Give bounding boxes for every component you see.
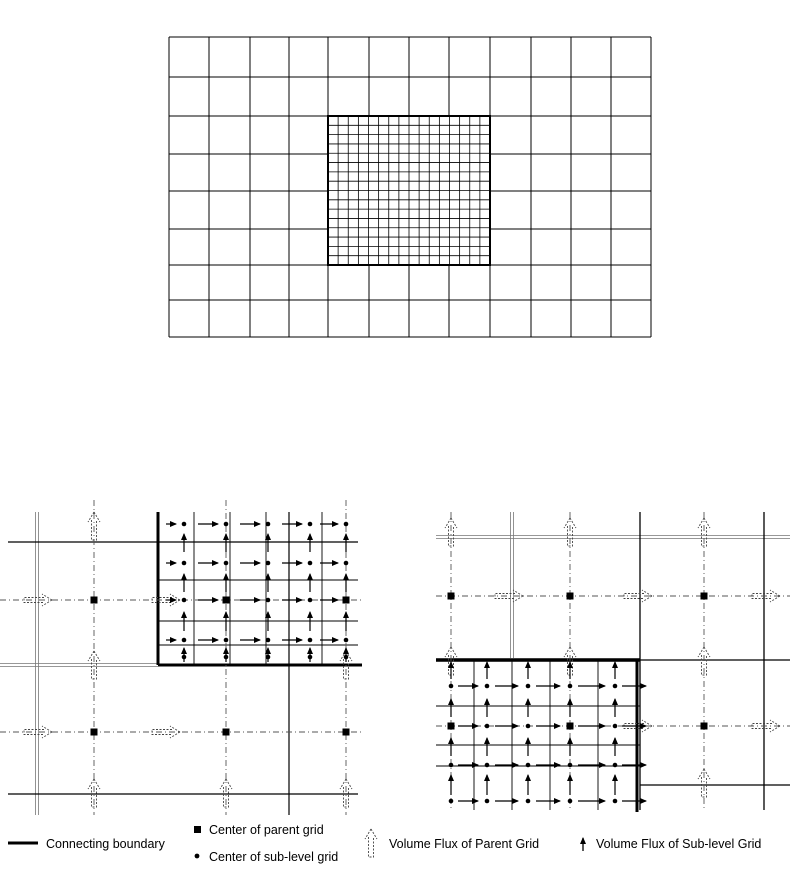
sublevel-grid-center bbox=[613, 684, 618, 689]
sublevel-grid-center bbox=[266, 598, 271, 603]
parent-center-swatch bbox=[194, 826, 201, 833]
sublevel-grid-center bbox=[485, 724, 490, 729]
sublevel-grid-center bbox=[308, 522, 313, 527]
parent-grid-center bbox=[701, 723, 708, 730]
sublevel-grid-center bbox=[224, 522, 229, 527]
sublevel-grid-center bbox=[344, 638, 349, 643]
sublevel-grid-center bbox=[266, 561, 271, 566]
sublevel-grid-center bbox=[182, 522, 187, 527]
sublevel-grid-center bbox=[568, 724, 573, 729]
sublevel-grid-center bbox=[526, 684, 531, 689]
sublevel-grid-center bbox=[224, 561, 229, 566]
sublevel-grid-center bbox=[526, 724, 531, 729]
parent-flux-arrow bbox=[365, 829, 377, 857]
sublevel-grid-center bbox=[344, 598, 349, 603]
bottom-right-detail-diagram bbox=[436, 512, 790, 812]
sublevel-grid-center bbox=[182, 598, 187, 603]
legend-connecting-boundary: Connecting boundary bbox=[46, 837, 165, 851]
sublevel-grid-center bbox=[224, 638, 229, 643]
parent-grid-center bbox=[343, 729, 350, 736]
sublevel-grid-center bbox=[526, 799, 531, 804]
sublevel-grid-center bbox=[613, 799, 618, 804]
top-refined-block bbox=[328, 116, 490, 265]
sublevel-grid-center bbox=[485, 684, 490, 689]
legend bbox=[8, 823, 761, 864]
sublevel-grid-center bbox=[344, 522, 349, 527]
sublevel-grid-center bbox=[224, 598, 229, 603]
bottom-left-detail-diagram bbox=[0, 500, 362, 815]
sublevel-grid-center bbox=[308, 638, 313, 643]
sublevel-grid-center bbox=[182, 638, 187, 643]
legend-center-parent: Center of parent grid bbox=[209, 823, 324, 837]
parent-grid-center bbox=[701, 593, 708, 600]
sublevel-grid-center bbox=[308, 561, 313, 566]
sublevel-grid-center bbox=[613, 724, 618, 729]
sublevel-grid-center bbox=[485, 799, 490, 804]
legend-flux-sublevel: Volume Flux of Sub-level Grid bbox=[596, 837, 762, 851]
sublevel-grid-center bbox=[449, 763, 454, 768]
sublevel-grid-center bbox=[449, 724, 454, 729]
sublevel-grid-center bbox=[449, 799, 454, 804]
sublevel-grid-center bbox=[568, 684, 573, 689]
parent-grid-center bbox=[448, 593, 455, 600]
sublevel-grid-center bbox=[449, 684, 454, 689]
sublevel-grid-center bbox=[308, 598, 313, 603]
sublevel-grid-center bbox=[266, 638, 271, 643]
sublevel-grid-center bbox=[266, 522, 271, 527]
sublevel-grid-center bbox=[568, 799, 573, 804]
parent-flux-arrow-icon bbox=[365, 829, 377, 857]
sublevel-grid-center bbox=[568, 763, 573, 768]
sublevel-grid-center bbox=[344, 561, 349, 566]
parent-grid-center bbox=[91, 729, 98, 736]
parent-grid-center bbox=[567, 593, 574, 600]
sublevel-grid-center bbox=[526, 763, 531, 768]
sublevel-center-swatch bbox=[195, 854, 200, 859]
legend-flux-parent: Volume Flux of Parent Grid bbox=[389, 837, 540, 851]
legend-center-sublevel: Center of sub-level grid bbox=[209, 850, 339, 864]
parent-grid-center bbox=[91, 597, 98, 604]
sublevel-grid-center bbox=[182, 561, 187, 566]
sublevel-grid-center bbox=[613, 763, 618, 768]
parent-grid-center bbox=[223, 729, 230, 736]
sublevel-grid-center bbox=[485, 763, 490, 768]
